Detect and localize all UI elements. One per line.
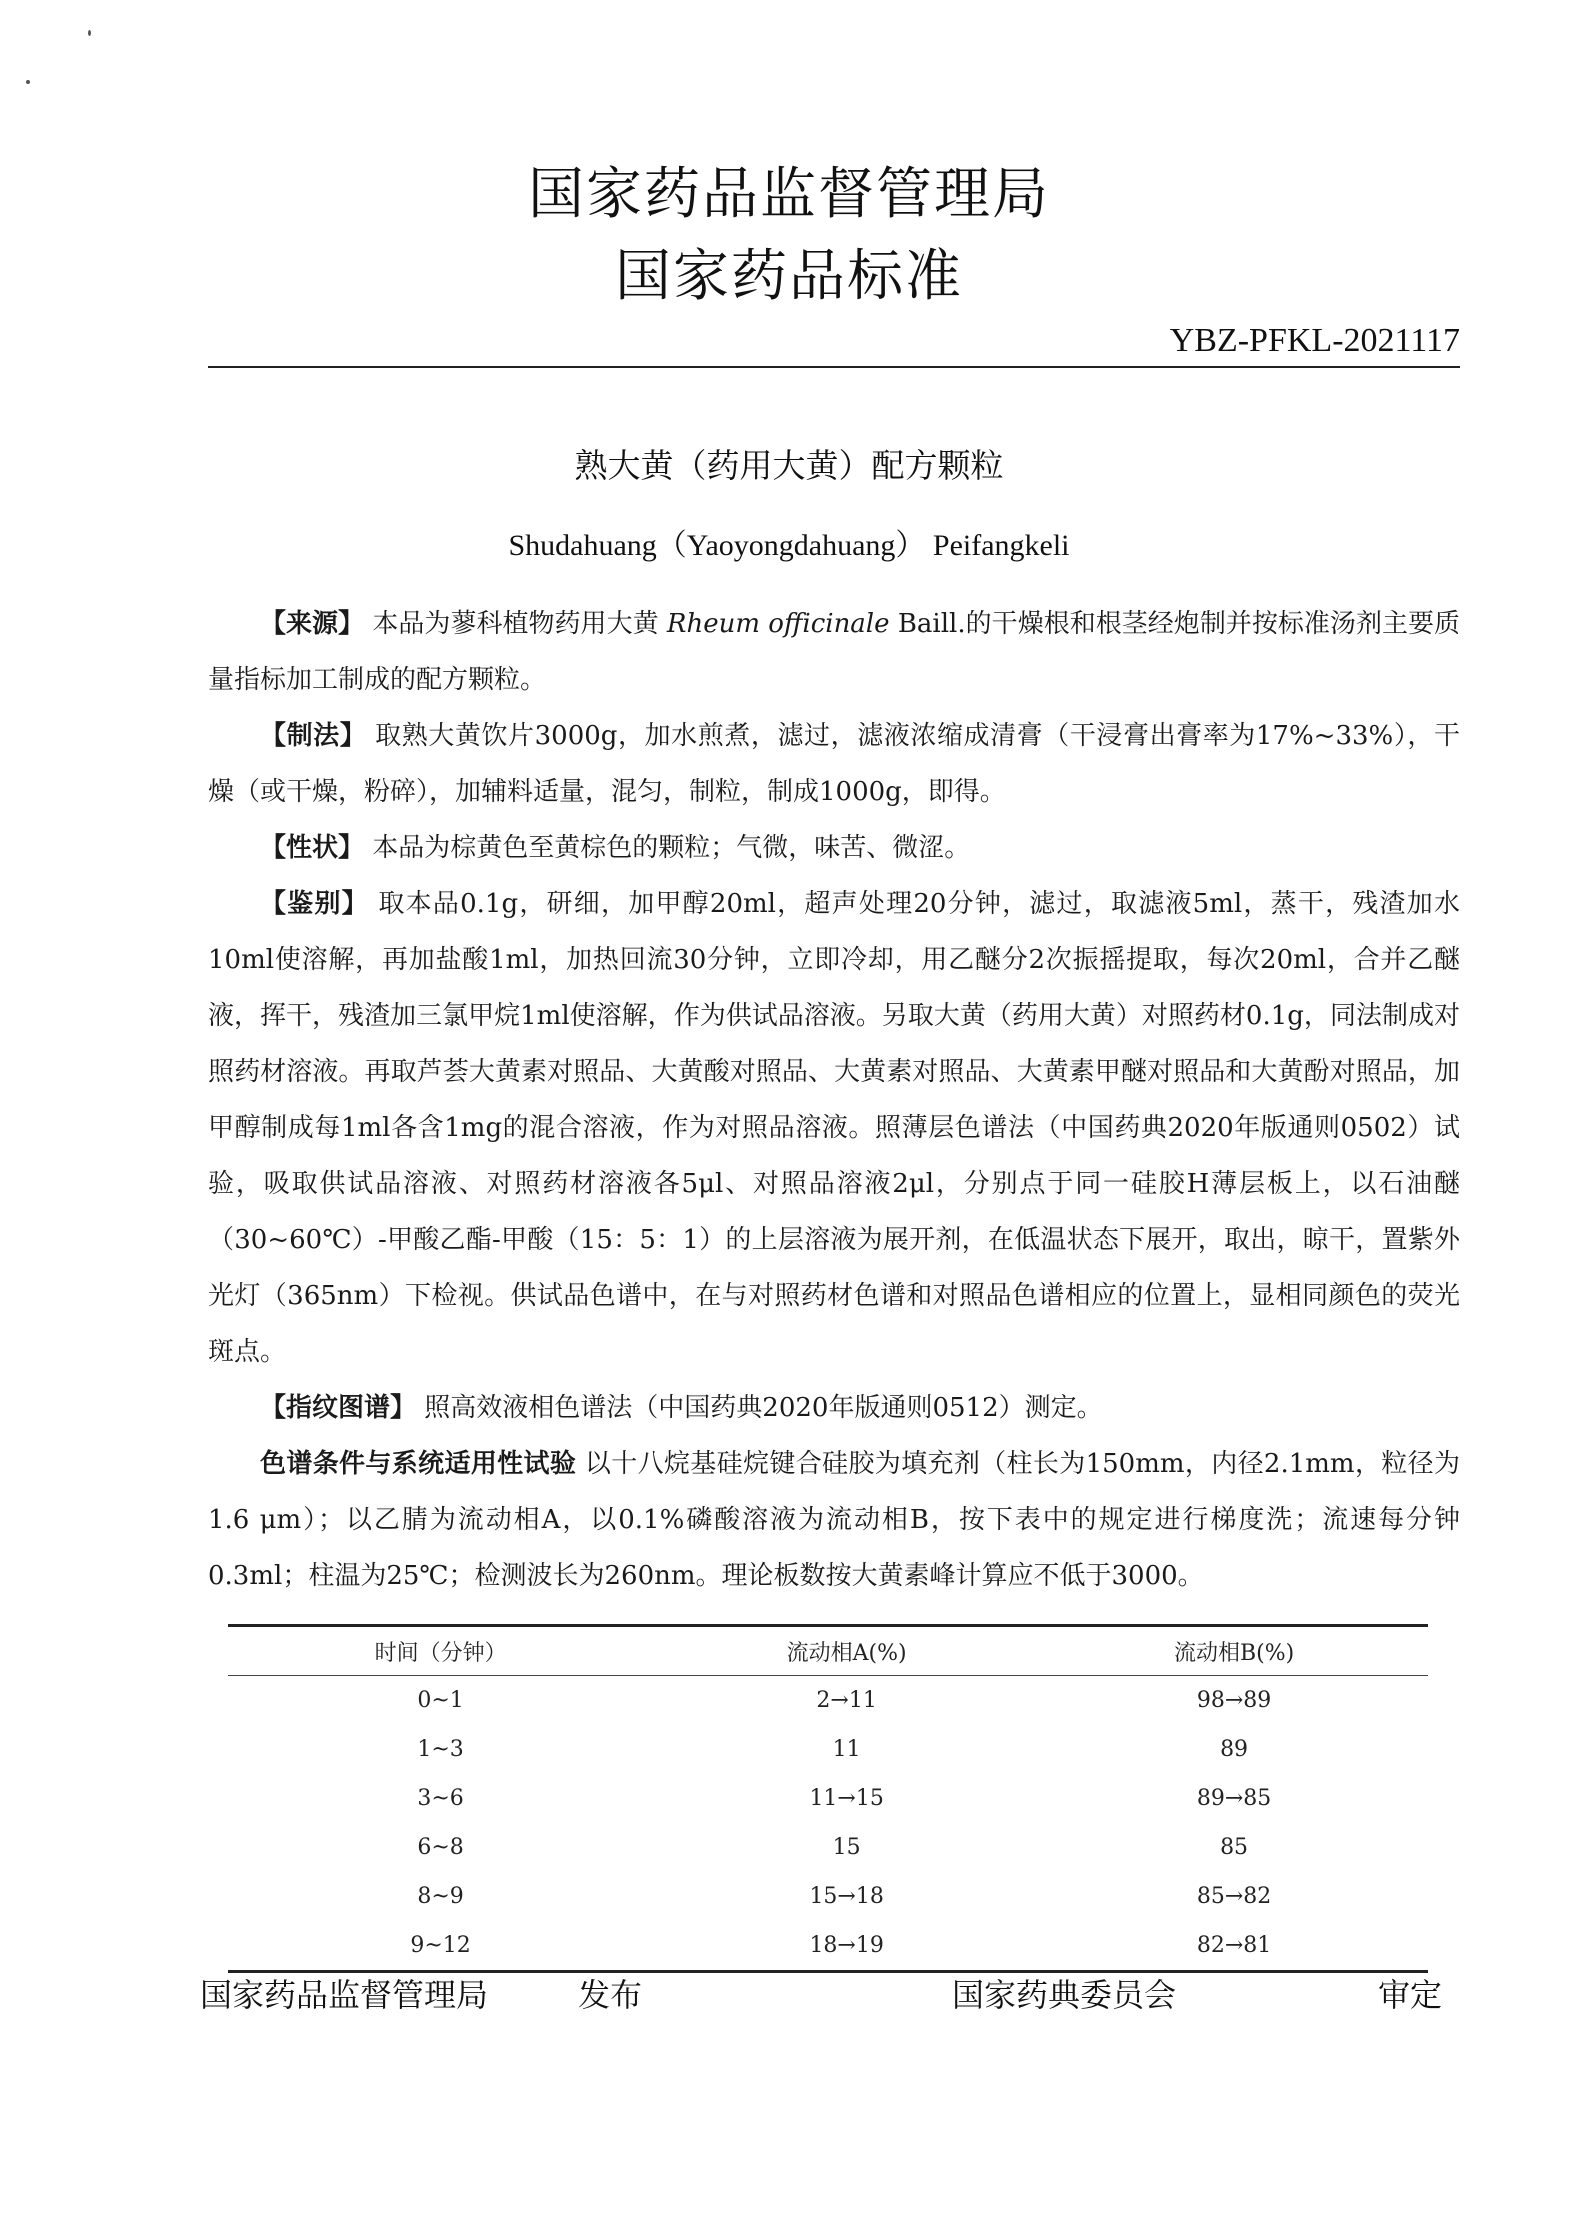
method-paragraph <box>208 708 1460 820</box>
product-name-cn: 熟大黄（药用大黄）配方颗粒 <box>574 446 1004 485</box>
table-row <box>228 1823 1428 1872</box>
product-name-en: Shudahuang（Yaoyongdahuang） Peifangkeli <box>508 529 1070 562</box>
table-cell-time: 9~12 <box>228 1921 653 1972</box>
header-rule <box>208 366 1460 368</box>
method-text: 取熟大黄饮片3000g，加水煎煮，滤过，滤液浓缩成清膏（干浸膏出膏率为17%~33%），干燥（或干燥，粉碎），加辅料适量，混匀，制粒，制成1000g，即得。 <box>208 721 1460 807</box>
gradient-table <box>228 1624 1428 1973</box>
source-latin-name: Rheum officinale <box>666 609 890 639</box>
table-cell-time: 0~1 <box>417 1688 464 1713</box>
table-header-phase-b: 流动相B(%) <box>1040 1626 1428 1676</box>
scan-speck <box>26 80 30 84</box>
table-row <box>228 1872 1428 1921</box>
table-cell-phase-b: 82→81 <box>1040 1921 1428 1972</box>
footer-publish-label: 发布 <box>578 1976 643 2014</box>
table-cell-phase-b: 85 <box>1220 1835 1249 1860</box>
table-cell-phase-a: 11→15 <box>809 1786 884 1811</box>
table-cell-phase-a: 15 <box>832 1835 861 1860</box>
table-row <box>228 1774 1428 1823</box>
table-cell-time: 1~3 <box>417 1737 464 1762</box>
table-header-phase-a: 流动相A(%) <box>653 1626 1040 1676</box>
character-label: 【性状】 <box>260 833 365 863</box>
table-row <box>228 1676 1428 1726</box>
method-label: 【制法】 <box>260 721 367 751</box>
document-body <box>208 596 1460 1604</box>
identification-label: 【鉴别】 <box>260 889 369 919</box>
table-row <box>228 1921 1428 1972</box>
chromatography-text: 以十八烷基硅烷键合硅胶为填充剂（柱长为150mm，内径2.1mm，粒径为1.6 μm）；以乙腈为流动相A，以0.1%磷酸溶液为流动相B，按下表中的规定进行梯度洗；流速每分钟0.3ml；柱温为25℃；检测波长为260nm。理论板数按大黄素峰计算应不低于3000。 <box>208 1449 1461 1591</box>
table-cell-phase-a: 15→18 <box>809 1884 884 1909</box>
source-text-before: 本品为蓼科植物药用大黄 <box>372 609 659 639</box>
chromatography-label: 色谱条件与系统适用性试验 <box>260 1449 577 1479</box>
table-cell-time: 3~6 <box>417 1786 464 1811</box>
fingerprint-text: 照高效液相色谱法（中国药典2020年版通则0512）测定。 <box>424 1393 1103 1423</box>
table-cell-phase-a: 18→19 <box>653 1921 1040 1972</box>
source-text-after: Baill.的干燥根和根茎经炮制并按标准汤剂主要质量指标加工制成的配方颗粒。 <box>208 609 1461 695</box>
table-cell-phase-b: 89 <box>1220 1737 1249 1762</box>
source-paragraph <box>208 596 1460 708</box>
fingerprint-label: 【指纹图谱】 <box>260 1393 417 1423</box>
identification-paragraph <box>208 876 1460 1380</box>
character-paragraph <box>208 820 1460 876</box>
table-cell-phase-b: 89→85 <box>1196 1786 1272 1811</box>
footer-reviewer: 国家药典委员会 <box>952 1976 1177 2014</box>
standard-code: YBZ-PFKL-2021117 <box>1169 322 1460 359</box>
table-cell-phase-b: 98→89 <box>1196 1688 1272 1713</box>
footer-review-label: 审定 <box>1378 1976 1443 2014</box>
table-header-row <box>228 1626 1428 1676</box>
chromatography-paragraph <box>208 1436 1460 1604</box>
agency-title: 国家药品监督管理局 <box>528 162 1050 227</box>
character-text: 本品为棕黄色至黄棕色的颗粒；气微，味苦、微涩。 <box>372 833 971 863</box>
table-cell-time: 6~8 <box>417 1835 464 1860</box>
fingerprint-paragraph <box>208 1380 1460 1436</box>
table-cell-time: 8~9 <box>417 1884 464 1909</box>
identification-text: 取本品0.1g，研细，加甲醇20ml，超声处理20分钟，滤过，取滤液5ml，蒸干，残渣加水10ml使溶解，再加盐酸1ml，加热回流30分钟，立即冷却，用乙醚分2次振摇提取，每次20ml，合并乙醚液，挥干，残渣加三氯甲烷1ml使溶解，作为供试品溶液。另取大黄（药用大黄）对照药材0.1g，同法制成对照药材溶液。再取芦荟大黄素对照品、大黄酸对照品、大黄素对照品、大黄素甲醚对照品和大黄酚对照品，加甲醇制成每1ml各含1mg的混合溶液，作为对照品溶液。照薄层色谱法（中国药典2020年版通则0502）试验，吸取供试品溶液、对照药材溶液各5μl、对照品溶液2μl，分别点于同一硅胶H薄层板上，以石油醚（30~60℃）-甲酸乙酯-甲酸（15：5：1）的上层溶液为展开剂，在低温状态下展开，取出，晾干，置紫外光灯（365nm）下检视。供试品色谱中，在与对照药材色谱和对照品色谱相应的位置上，显相同颜色的荧光斑点。 <box>208 889 1460 1367</box>
source-label: 【来源】 <box>260 609 365 639</box>
table-cell-phase-a: 2→11 <box>816 1688 877 1713</box>
table-cell-phase-a: 11 <box>832 1737 861 1762</box>
table-header-time: 时间（分钟） <box>228 1626 653 1676</box>
footer-publisher: 国家药品监督管理局 <box>200 1976 489 2014</box>
scan-speck <box>88 30 91 36</box>
table-row <box>228 1725 1428 1774</box>
standard-type-title: 国家药品标准 <box>615 244 963 309</box>
table-cell-phase-b: 85→82 <box>1196 1884 1272 1909</box>
